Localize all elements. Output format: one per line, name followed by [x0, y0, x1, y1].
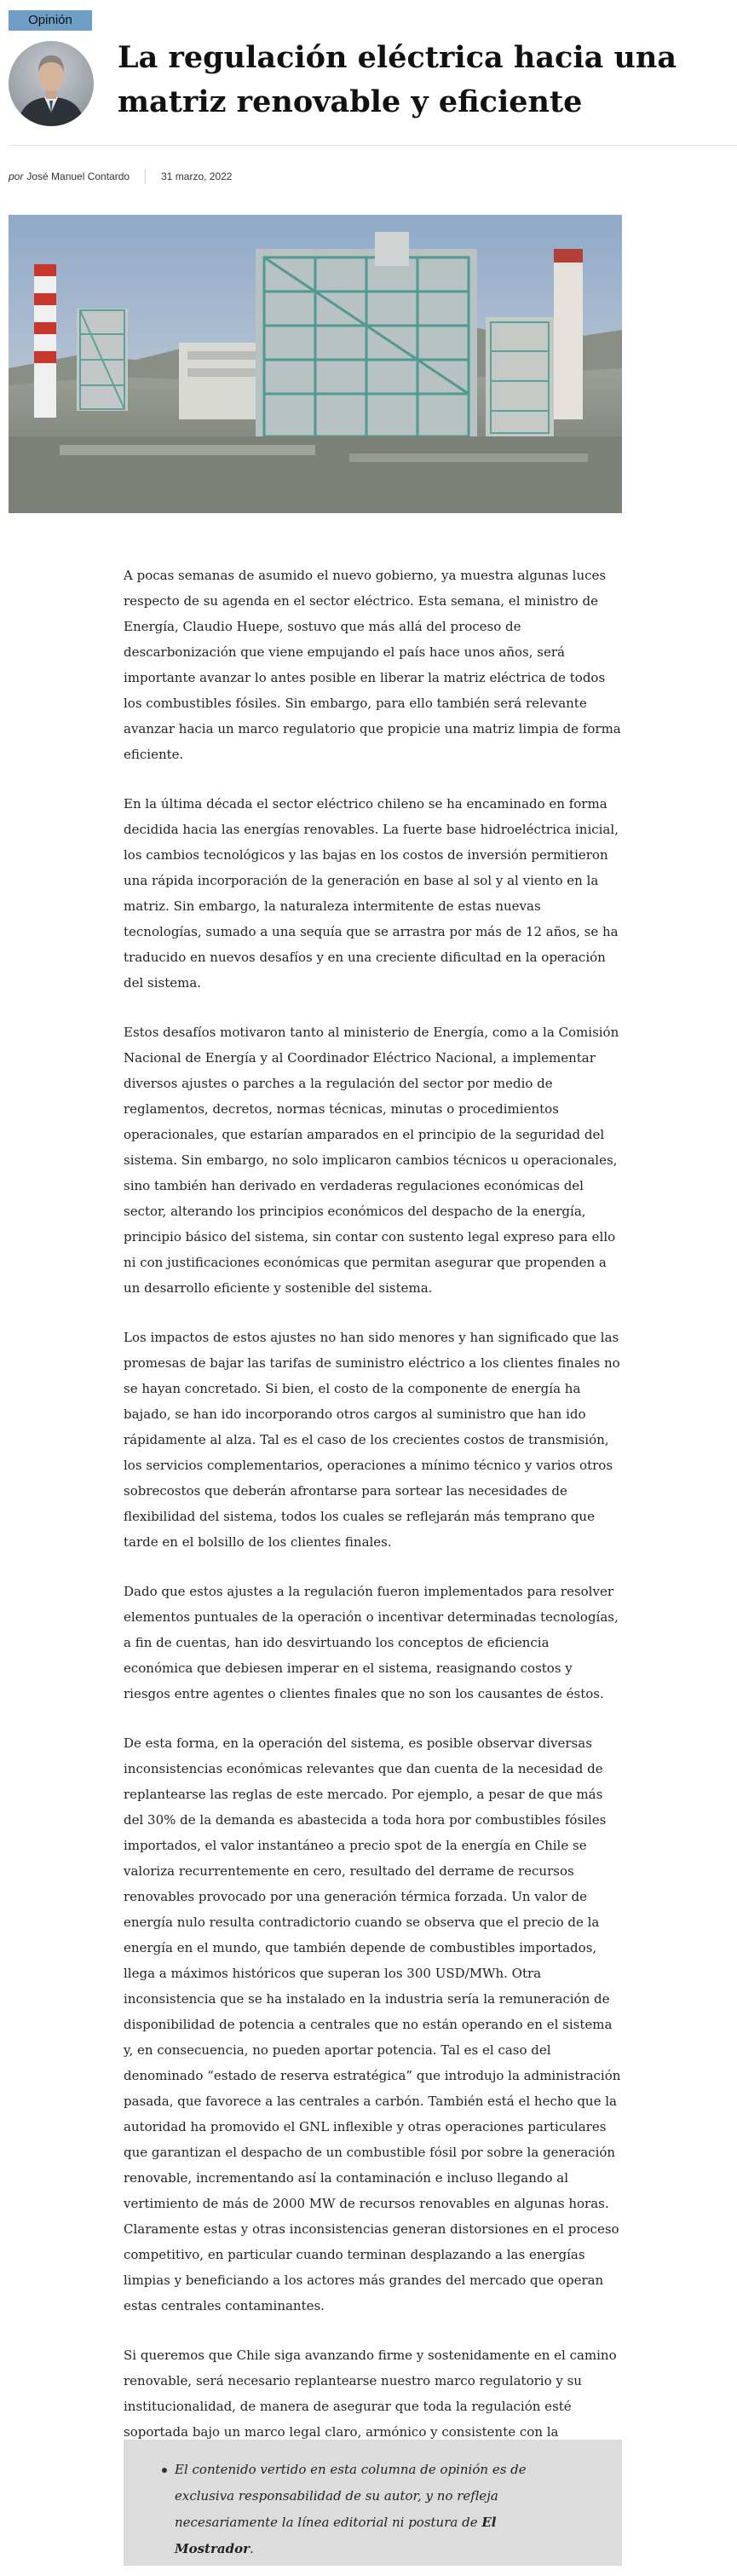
category-badge[interactable]: Opinión [9, 10, 92, 31]
publish-date: 31 marzo, 2022 [161, 170, 233, 182]
article-paragraph: Estos desafíos motivaron tanto al ministerio de Energía, como a la Comisión Nacional de Energía y al Coordinador Eléctrico Nacional, a implementar diversos ajustes o parches a la regulación del sector por medio de reglamentos, decretos, normas técnicas, minutas o procedimientos operacionales, que estarían amparados en el principio de la seguridad del sistema. Sin embargo, no solo implicaron cambios técnicos u operacionales, sino también han derivado en verdaderas regulaciones económicas del sector, alterando los principios económicos del despacho de la energía, principio básico del sistema, sin contar con sustento legal expreso para ello ni con justificaciones económicas que permitan asegurar que propenden a un desarrollo eficiente y sostenible del sistema. [124, 1025, 619, 1296]
article-body [124, 563, 622, 2571]
hero-image [9, 215, 622, 513]
article-paragraph: De esta forma, en la operación del sistema, es posible observar diversas inconsistencias económicas relevantes que dan cuenta de la necesidad de replantearse las reglas de este mercado. Por ejemplo, a pesar de que más del 30% de la demanda es abastecida a toda hora por combustibles fósiles importados, el valor instantáneo a precio spot de la energía en Chile se valoriza recurrentemente en cero, resultado del derrame de recursos renovables provocado por una generación térmica forzada. Un valor de energía nulo resulta contradictorio cuando se observa que el precio de la energía en el mundo, que también depende de combustibles importados, llega a máximos históricos que superan los 300 USD/MWh. Otra inconsistencia que se ha instalado en la industria sería la remuneración de disponibilidad de potencia a centrales que no están operando en el sistema y, en consecuencia, no pueden aportar potencia. Tal es el caso del denominado “estado de reserva estratégica” que introdujo la administración pasada, que favorece a las centrales a carbón. También está el hecho que la autoridad ha promovido el GNL inflexible y otras operaciones particulares que garantizan el despacho de un combustible fósil por sobre la generación renovable, incrementando así la contaminación e incluso llegando al vertimiento de más de 2000 MW de recursos renovables en algunas horas. Claramente estas y otras inconsistencias generan distorsiones en el proceso competitivo, en particular cuando terminan desplazando a las energías limpias y beneficiando a los actores más grandes del mercado que operan estas centrales contaminantes. [124, 1736, 621, 2313]
article-paragraph: A pocas semanas de asumido el nuevo gobierno, ya muestra algunas luces respecto de su agenda en el sector eléctrico. Esta semana, el ministro de Energía, Claudio Huepe, sostuvo que más allá del proceso de descarbonización que viene empujando el país hace unos años, será importante avanzar lo antes posible en liberar la matriz eléctrica de todos los combustibles fósiles. Sin embargo, para ello también será relevante avanzar hacia un marco regulatorio que propicie una matriz limpia de forma eficiente. [124, 568, 621, 762]
byline-separator [145, 169, 146, 184]
disclaimer-brand: El Mostrador [175, 2515, 497, 2556]
author-portrait-icon [9, 41, 94, 126]
disclaimer-text: El contenido vertido en esta columna de opinión es de exclusiva responsabilidad de su autor, y no refleja necesariamente la línea editorial ni postura de [175, 2462, 527, 2530]
disclaimer-item [175, 2457, 558, 2562]
article-paragraph: En la última década el sector eléctrico chileno se ha encaminado en forma decidida hacia las energías renovables. La fuerte base hidroeléctrica inicial, los cambios tecnológicos y las bajas en los costos de inversión permitieron una rápida incorporación de la generación en base al sol y al viento en la matriz. Sin embargo, la naturaleza intermitente de estas nuevas tecnologías, sumado a una sequía que se arrastra por más de 12 años, se ha traducido en nuevos desafíos y en una creciente dificultad en la operación del sistema. [124, 796, 619, 991]
byline [9, 169, 232, 184]
byline-prefix: por [9, 170, 24, 182]
header-divider [9, 145, 737, 146]
article-headline: La regulación eléctrica hacia una matriz renovable y eficiente [118, 40, 677, 119]
article-paragraph: Dado que estos ajustes a la regulación fueron implementados para resolver elementos puntuales de la operación o incentivar determinadas tecnologías, a fin de cuentas, han ido desvirtuando los conceptos de eficiencia económica que debiesen imperar en el sistema, reasignando costos y riesgos entre agentes o clientes finales que no son los causantes de éstos. [124, 1584, 619, 1701]
disclaimer-box [124, 2440, 622, 2566]
article-paragraph: Los impactos de estos ajustes no han sido menores y han significado que las promesas de bajar las tarifas de suministro eléctrico a los clientes finales no se hayan concretado. Si bien, el costo de la componente de energía ha bajado, se han ido incorporando otros cargos al suministro que han ido rápidamente al alza. Tal es el caso de los crecientes costos de transmisión, los servicios complementarios, operaciones a mínimo técnico y varios otros sobrecostos que deberán afrontarse para sortear las necesidades de flexibilidad del sistema, todos los cuales se reflejarán más temprano que tarde en el bolsillo de los clientes finales. [124, 1330, 620, 1550]
power-plant-photo-icon [9, 215, 622, 513]
article-paragraph: Si queremos que Chile siga avanzando firme y sostenidamente en el camino renovable, será necesario replantearse nuestro marco regulatorio y su institucionalidad, de manera de asegurar que toda la regulación esté soportada bajo un marco legal claro, armónico y consistente con la [124, 2348, 617, 2440]
author-avatar[interactable] [9, 41, 94, 126]
disclaimer-end: . [250, 2541, 254, 2556]
author-name[interactable]: José Manuel Contardo [26, 170, 130, 182]
